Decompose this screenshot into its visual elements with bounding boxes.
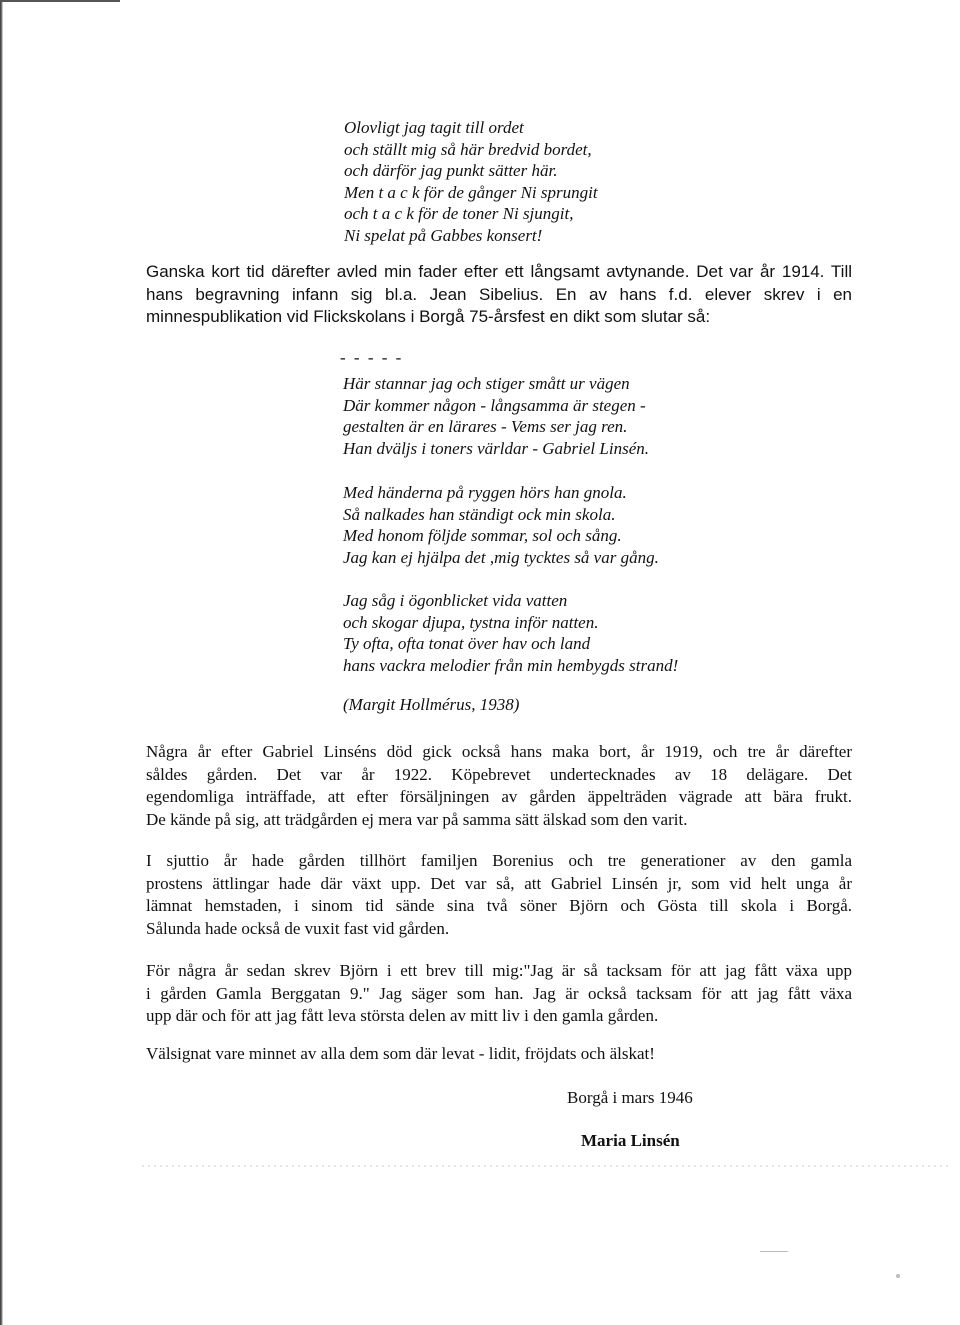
poem-attribution: (Margit Hollmérus, 1938)	[343, 695, 520, 714]
scan-artifact	[140, 1165, 950, 1167]
paragraph-sale	[146, 741, 852, 831]
poem-line: Så nalkades han ständigt ock min skola.	[343, 504, 616, 524]
paragraph-line: De kände på sig, att trädgården ej mera var på samma sätt älskad som den varit.	[146, 809, 688, 829]
scan-edge-top	[0, 0, 120, 2]
paragraph-line: såldes gården. Det var år 1922. Köpebrevet undertecknades av 18 delägare. Det	[146, 764, 852, 784]
poem-line: och t a c k för de toner Ni sjungit,	[344, 204, 574, 223]
poem-line: hans vackra melodier från min hembygds strand!	[343, 655, 679, 675]
poem-line: Med honom följde sommar, sol och sång.	[343, 526, 622, 545]
paragraph-blessing	[146, 1043, 852, 1066]
paragraph-line: hans begravning infann sig bl.a. Jean Sibelius. En av hans f.d. elever skrev i en	[146, 284, 852, 304]
poem-separator: - - - - -	[340, 348, 404, 367]
poem-line: Men t a c k för de gånger Ni sprungit	[344, 182, 598, 202]
poem-line: gestalten är en lärares - Vems ser jag ren.	[343, 417, 628, 436]
place-and-date: Borgå i mars 1946	[567, 1088, 693, 1107]
poem-line: Ni spelat på Gabbes konsert!	[344, 225, 543, 245]
poem-line: Jag kan ej hjälpa det ,mig tycktes så var gång.	[343, 547, 659, 567]
paragraph-line: minnespublikation vid Flickskolans i Borgå 75-årsfest en dikt som slutar så:	[146, 307, 711, 326]
poem-line: och ställt mig så här bredvid bordet,	[344, 139, 592, 159]
poem-line: Olovligt jag tagit till ordet	[344, 118, 524, 137]
paragraph-line: Välsignat vare minnet av alla dem som där levat - lidit, fröjdats och älskat!	[146, 1044, 655, 1063]
scan-edge	[0, 0, 3, 1325]
paragraph-line: För några år sedan skrev Björn i ett brev till mig:"Jag är så tacksam för att jag fått växa upp	[146, 961, 852, 980]
poem-line: Han dväljs i toners världar - Gabriel Linsén.	[343, 438, 649, 458]
paragraph-family	[146, 850, 852, 940]
scan-artifact	[760, 1251, 788, 1252]
poem-line: och därför jag punkt sätter här.	[344, 161, 558, 180]
paragraph-line: i gården Gamla Berggatan 9." Jag säger som han. Jag är också tacksam för att jag fått växa	[146, 983, 852, 1003]
poem-line: Här stannar jag och stiger smått ur vägen	[343, 374, 630, 393]
paragraph-letter	[146, 960, 852, 1028]
scan-artifact	[896, 1274, 900, 1278]
paragraph-sibelius	[146, 261, 852, 329]
stanza-2	[343, 482, 659, 568]
poem-line: Jag såg i ögonblicket vida vatten	[343, 591, 568, 610]
poem-line: och skogar djupa, tystna inför natten.	[343, 612, 599, 632]
paragraph-line: Några år efter Gabriel Linséns död gick också hans maka bort, år 1919, och tre år därefter	[146, 742, 852, 761]
paragraph-line: I sjuttio år hade gården tillhört familjen Borenius och tre generationer av den gamla	[146, 851, 852, 870]
poem-line: Med händerna på ryggen hörs han gnola.	[343, 483, 627, 502]
poem-line: Där kommer någon - långsamma är stegen -	[343, 395, 646, 415]
paragraph-line: Sålunda hade också de vuxit fast vid gården.	[146, 918, 450, 938]
opening-poem	[344, 117, 598, 246]
paragraph-line: egendomliga inträffade, att efter försäljningen av gården äppelträden vägrade att bära frukt.	[146, 787, 852, 806]
stanza-1	[343, 373, 649, 459]
stanza-3	[343, 590, 678, 676]
author-signature: Maria Linsén	[581, 1131, 680, 1150]
paragraph-line: prostens ättlingar hade där växt upp. Det var så, att Gabriel Linsén jr, som vid helt unga år	[146, 873, 852, 893]
paragraph-line: upp där och för att jag fått leva största delen av mitt liv i den gamla gården.	[146, 1006, 659, 1025]
paragraph-line: lämnat hemstaden, i sinom tid sände sina två söner Björn och Gösta till skola i Borgå.	[146, 896, 852, 915]
poem-line: Ty ofta, ofta tonat över hav och land	[343, 634, 591, 653]
paragraph-line: Ganska kort tid därefter avled min fader efter ett långsamt avtynande. Det var år 1914. Till	[146, 262, 852, 281]
